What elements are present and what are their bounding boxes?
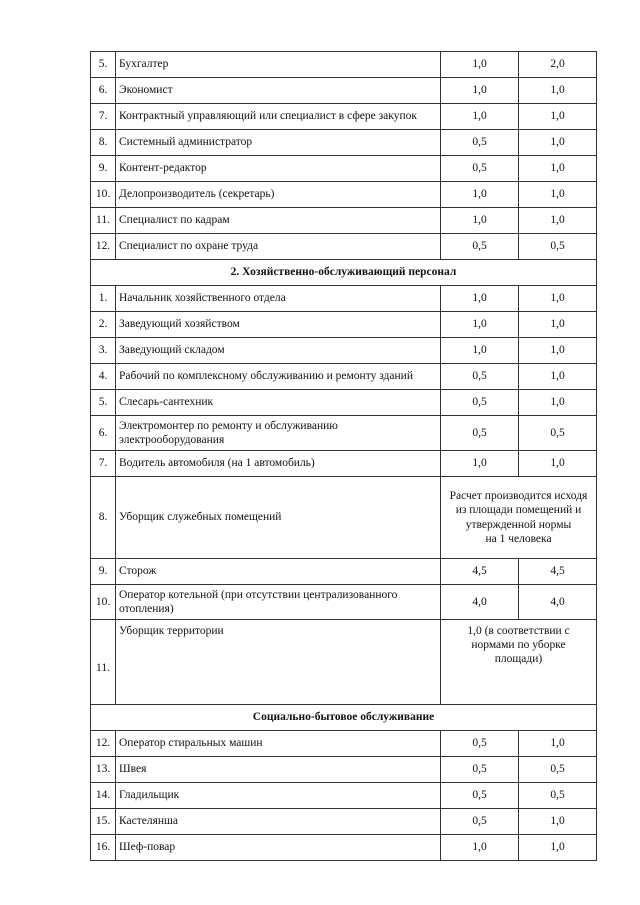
value-col-1: 4,5 bbox=[441, 559, 519, 585]
position-name: Контрактный управляющий или специалист в сфере закупок bbox=[116, 104, 441, 130]
table-row bbox=[91, 757, 597, 783]
value-col-2: 1,0 bbox=[519, 286, 597, 312]
position-name: Контент-редактор bbox=[116, 156, 441, 182]
note-line: 1,0 (в соответствии с bbox=[467, 625, 570, 637]
value-col-2: 1,0 bbox=[519, 835, 597, 861]
row-number: 3. bbox=[91, 338, 116, 364]
position-name: Делопроизводитель (секретарь) bbox=[116, 182, 441, 208]
table-row bbox=[91, 208, 597, 234]
table-row bbox=[91, 783, 597, 809]
position-name: Начальник хозяйственного отдела bbox=[116, 286, 441, 312]
cleaning-norm-note bbox=[441, 620, 597, 705]
value-col-1: 1,0 bbox=[441, 338, 519, 364]
row-number: 10. bbox=[91, 585, 116, 620]
value-col-2: 1,0 bbox=[519, 156, 597, 182]
note-line: утвержденной нормы bbox=[465, 518, 572, 531]
calculation-note bbox=[441, 477, 597, 559]
position-name: Гладильщик bbox=[116, 783, 441, 809]
row-number: 15. bbox=[91, 809, 116, 835]
table-row bbox=[91, 78, 597, 104]
row-number: 11. bbox=[91, 620, 116, 705]
position-name: Экономист bbox=[116, 78, 441, 104]
value-col-1: 1,0 bbox=[441, 286, 519, 312]
position-name: Заведующий складом bbox=[116, 338, 441, 364]
note-line: площади) bbox=[494, 653, 543, 666]
table-row bbox=[91, 182, 597, 208]
position-name: Электромонтер по ремонту и обслуживанию электрооборудования bbox=[116, 416, 441, 451]
table-row bbox=[91, 620, 597, 705]
table-row bbox=[91, 104, 597, 130]
value-col-2: 1,0 bbox=[519, 731, 597, 757]
table-row bbox=[91, 731, 597, 757]
note-line: на 1 человека bbox=[485, 532, 552, 545]
staffing-table-page bbox=[90, 51, 596, 861]
table-row bbox=[91, 312, 597, 338]
row-number: 7. bbox=[91, 104, 116, 130]
value-col-1: 1,0 bbox=[441, 312, 519, 338]
row-number: 1. bbox=[91, 286, 116, 312]
value-col-2: 1,0 bbox=[519, 338, 597, 364]
value-col-2: 1,0 bbox=[519, 182, 597, 208]
table-row bbox=[91, 451, 597, 477]
table-row bbox=[91, 809, 597, 835]
value-col-2: 2,0 bbox=[519, 52, 597, 78]
row-number: 5. bbox=[91, 52, 116, 78]
row-number: 9. bbox=[91, 156, 116, 182]
position-name: Уборщик территории bbox=[116, 620, 441, 705]
value-col-2: 4,5 bbox=[519, 559, 597, 585]
value-col-2: 0,5 bbox=[519, 783, 597, 809]
row-number: 16. bbox=[91, 835, 116, 861]
position-name: Водитель автомобиля (на 1 автомобиль) bbox=[116, 451, 441, 477]
row-number: 12. bbox=[91, 731, 116, 757]
value-col-1: 0,5 bbox=[441, 234, 519, 260]
position-name: Кастелянша bbox=[116, 809, 441, 835]
value-col-1: 1,0 bbox=[441, 104, 519, 130]
value-col-1: 1,0 bbox=[441, 182, 519, 208]
position-name: Бухгалтер bbox=[116, 52, 441, 78]
table-row bbox=[91, 286, 597, 312]
row-number: 13. bbox=[91, 757, 116, 783]
table-row bbox=[91, 156, 597, 182]
value-col-2: 1,0 bbox=[519, 390, 597, 416]
position-name: Специалист по кадрам bbox=[116, 208, 441, 234]
position-name: Оператор котельной (при отсутствии централизованного отопления) bbox=[116, 585, 441, 620]
position-name: Швея bbox=[116, 757, 441, 783]
value-col-1: 0,5 bbox=[441, 416, 519, 451]
row-number: 10. bbox=[91, 182, 116, 208]
position-name: Специалист по охране труда bbox=[116, 234, 441, 260]
value-col-2: 1,0 bbox=[519, 78, 597, 104]
position-name: Сторож bbox=[116, 559, 441, 585]
value-col-2: 1,0 bbox=[519, 312, 597, 338]
value-col-2: 1,0 bbox=[519, 104, 597, 130]
value-col-1: 0,5 bbox=[441, 390, 519, 416]
row-number: 2. bbox=[91, 312, 116, 338]
position-name: Шеф-повар bbox=[116, 835, 441, 861]
position-name: Заведующий хозяйством bbox=[116, 312, 441, 338]
section-title: Социально-бытовое обслуживание bbox=[91, 705, 597, 731]
table-row bbox=[91, 52, 597, 78]
value-col-2: 1,0 bbox=[519, 130, 597, 156]
value-col-1: 4,0 bbox=[441, 585, 519, 620]
value-col-1: 0,5 bbox=[441, 809, 519, 835]
value-col-1: 0,5 bbox=[441, 783, 519, 809]
value-col-1: 1,0 bbox=[441, 78, 519, 104]
position-name: Системный администратор bbox=[116, 130, 441, 156]
note-line: Расчет производится исходя bbox=[449, 490, 588, 503]
value-col-1: 0,5 bbox=[441, 364, 519, 390]
value-col-1: 0,5 bbox=[441, 757, 519, 783]
note-line: нормами по уборке bbox=[471, 639, 566, 652]
row-number: 11. bbox=[91, 208, 116, 234]
value-col-2: 1,0 bbox=[519, 364, 597, 390]
value-col-1: 1,0 bbox=[441, 835, 519, 861]
table-row bbox=[91, 364, 597, 390]
row-number: 7. bbox=[91, 451, 116, 477]
section-header-row bbox=[91, 260, 597, 286]
position-name: Рабочий по комплексному обслуживанию и ремонту зданий bbox=[116, 364, 441, 390]
value-col-1: 0,5 bbox=[441, 156, 519, 182]
staffing-table bbox=[90, 51, 597, 861]
value-col-2: 0,5 bbox=[519, 416, 597, 451]
table-row bbox=[91, 585, 597, 620]
row-number: 14. bbox=[91, 783, 116, 809]
position-name: Оператор стиральных машин bbox=[116, 731, 441, 757]
table-row bbox=[91, 338, 597, 364]
value-col-2: 1,0 bbox=[519, 208, 597, 234]
value-col-1: 1,0 bbox=[441, 208, 519, 234]
value-col-1: 1,0 bbox=[441, 451, 519, 477]
table-row bbox=[91, 130, 597, 156]
table-row bbox=[91, 390, 597, 416]
row-number: 12. bbox=[91, 234, 116, 260]
position-name: Уборщик служебных помещений bbox=[116, 477, 441, 559]
row-number: 8. bbox=[91, 477, 116, 559]
table-row bbox=[91, 416, 597, 451]
position-name: Слесарь-сантехник bbox=[116, 390, 441, 416]
value-col-2: 1,0 bbox=[519, 451, 597, 477]
row-number: 6. bbox=[91, 78, 116, 104]
section-title: 2. Хозяйственно-обслуживающий персонал bbox=[91, 260, 597, 286]
table-row bbox=[91, 234, 597, 260]
row-number: 5. bbox=[91, 390, 116, 416]
value-col-1: 0,5 bbox=[441, 731, 519, 757]
row-number: 9. bbox=[91, 559, 116, 585]
value-col-1: 1,0 bbox=[441, 52, 519, 78]
value-col-2: 0,5 bbox=[519, 234, 597, 260]
table-row bbox=[91, 835, 597, 861]
row-number: 4. bbox=[91, 364, 116, 390]
value-col-2: 4,0 bbox=[519, 585, 597, 620]
table-row bbox=[91, 477, 597, 559]
table-row bbox=[91, 559, 597, 585]
row-number: 6. bbox=[91, 416, 116, 451]
value-col-2: 1,0 bbox=[519, 809, 597, 835]
note-line: из площади помещений и bbox=[455, 504, 582, 517]
row-number: 8. bbox=[91, 130, 116, 156]
value-col-1: 0,5 bbox=[441, 130, 519, 156]
value-col-2: 0,5 bbox=[519, 757, 597, 783]
section-header-row bbox=[91, 705, 597, 731]
